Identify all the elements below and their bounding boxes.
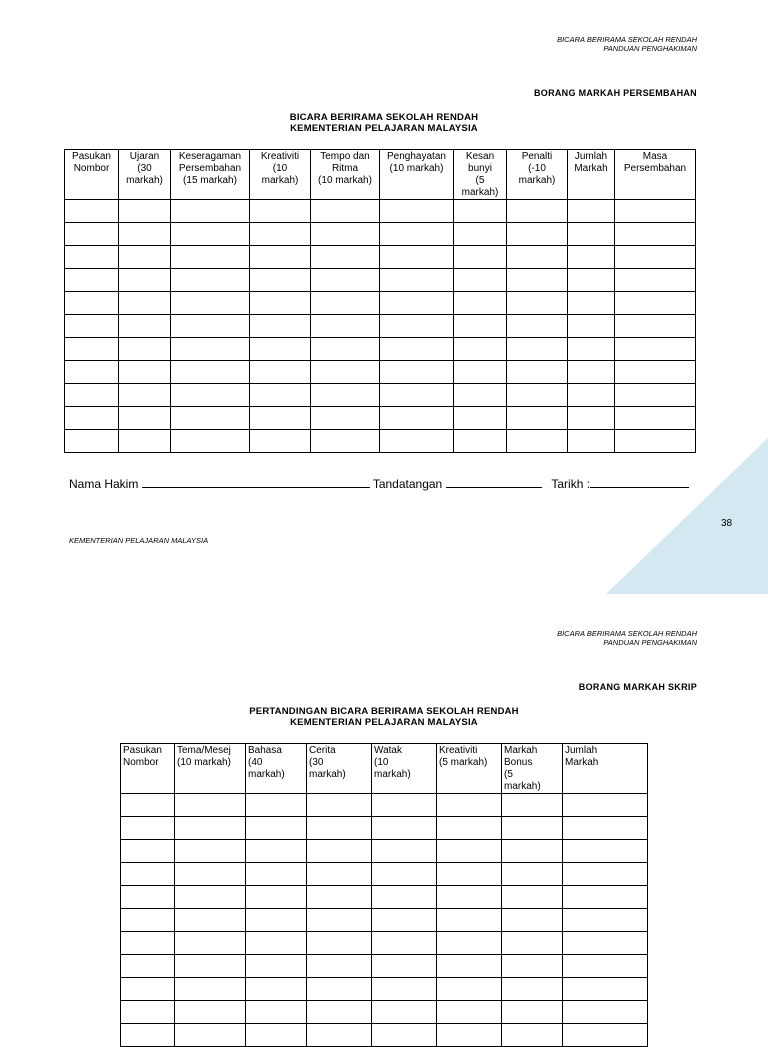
script-score-table <box>120 743 648 1047</box>
score-cell[interactable] <box>568 315 615 338</box>
score-cell[interactable] <box>454 430 507 453</box>
score-cell[interactable] <box>65 407 119 430</box>
column-header: Markah Bonus (5 markah) <box>502 744 563 794</box>
score-cell[interactable] <box>507 315 568 338</box>
title-line-1: PERTANDINGAN BICARA BERIRAMA SEKOLAH RENDAH <box>249 706 519 717</box>
table-header-row <box>65 150 696 200</box>
score-cell[interactable] <box>65 384 119 407</box>
score-cell[interactable] <box>311 200 380 223</box>
score-cell[interactable] <box>380 269 454 292</box>
score-cell[interactable] <box>119 361 171 384</box>
score-cell[interactable] <box>307 932 372 955</box>
score-cell[interactable] <box>246 863 307 886</box>
score-cell[interactable] <box>246 794 307 817</box>
score-cell[interactable] <box>121 863 175 886</box>
table-row <box>121 794 648 817</box>
score-cell[interactable] <box>615 384 696 407</box>
score-cell[interactable] <box>568 223 615 246</box>
judge-name-label: Nama Hakim <box>69 477 139 491</box>
score-cell[interactable] <box>454 407 507 430</box>
score-cell[interactable] <box>307 978 372 1001</box>
score-cell[interactable] <box>454 315 507 338</box>
score-cell[interactable] <box>175 978 246 1001</box>
score-cell[interactable] <box>65 430 119 453</box>
score-cell[interactable] <box>568 407 615 430</box>
score-cell[interactable] <box>454 384 507 407</box>
running-header-page2 <box>557 629 697 647</box>
score-cell[interactable] <box>175 955 246 978</box>
score-cell[interactable] <box>615 361 696 384</box>
score-cell[interactable] <box>171 315 250 338</box>
header-line-2: PANDUAN PENGHAKIMAN <box>603 638 697 647</box>
score-cell[interactable] <box>307 1001 372 1024</box>
score-cell[interactable] <box>502 794 563 817</box>
score-cell[interactable] <box>437 863 502 886</box>
score-cell[interactable] <box>437 817 502 840</box>
score-cell[interactable] <box>246 840 307 863</box>
score-cell[interactable] <box>507 269 568 292</box>
table-row <box>121 978 648 1001</box>
score-cell[interactable] <box>437 886 502 909</box>
score-cell[interactable] <box>372 863 437 886</box>
score-cell[interactable] <box>175 886 246 909</box>
score-cell[interactable] <box>563 955 648 978</box>
title-line-1: BICARA BERIRAMA SEKOLAH RENDAH <box>289 112 479 123</box>
score-cell[interactable] <box>563 1024 648 1047</box>
score-cell[interactable] <box>437 909 502 932</box>
table-row <box>65 269 696 292</box>
column-header: Kreativiti (10 markah) <box>250 150 311 200</box>
column-header: Pasukan Nombor <box>121 744 175 794</box>
score-cell[interactable] <box>507 292 568 315</box>
score-cell[interactable] <box>119 430 171 453</box>
score-cell[interactable] <box>307 794 372 817</box>
score-cell[interactable] <box>311 430 380 453</box>
score-cell[interactable] <box>246 817 307 840</box>
column-header: Jumlah Markah <box>563 744 648 794</box>
score-cell[interactable] <box>121 932 175 955</box>
score-cell[interactable] <box>615 223 696 246</box>
score-cell[interactable] <box>311 384 380 407</box>
score-cell[interactable] <box>175 840 246 863</box>
score-cell[interactable] <box>615 200 696 223</box>
score-cell[interactable] <box>246 932 307 955</box>
score-cell[interactable] <box>507 338 568 361</box>
score-cell[interactable] <box>380 292 454 315</box>
score-cell[interactable] <box>307 840 372 863</box>
score-cell[interactable] <box>119 246 171 269</box>
score-cell[interactable] <box>121 794 175 817</box>
score-cell[interactable] <box>507 384 568 407</box>
score-cell[interactable] <box>437 840 502 863</box>
score-cell[interactable] <box>121 840 175 863</box>
score-cell[interactable] <box>563 794 648 817</box>
score-cell[interactable] <box>119 200 171 223</box>
score-cell[interactable] <box>250 292 311 315</box>
score-cell[interactable] <box>121 955 175 978</box>
score-cell[interactable] <box>380 200 454 223</box>
table-row <box>121 886 648 909</box>
title-line-2: KEMENTERIAN PELAJARAN MALAYSIA <box>290 123 478 134</box>
score-cell[interactable] <box>307 863 372 886</box>
score-cell[interactable] <box>65 200 119 223</box>
score-cell[interactable] <box>250 430 311 453</box>
column-header: Watak (10 markah) <box>372 744 437 794</box>
score-cell[interactable] <box>65 223 119 246</box>
score-cell[interactable] <box>175 932 246 955</box>
score-cell[interactable] <box>246 886 307 909</box>
score-cell[interactable] <box>246 909 307 932</box>
table-header-row <box>121 744 648 794</box>
score-cell[interactable] <box>563 932 648 955</box>
score-cell[interactable] <box>171 223 250 246</box>
score-cell[interactable] <box>250 407 311 430</box>
score-cell[interactable] <box>563 886 648 909</box>
score-cell[interactable] <box>502 1001 563 1024</box>
header-line-2: PANDUAN PENGHAKIMAN <box>603 44 697 53</box>
score-cell[interactable] <box>119 384 171 407</box>
score-cell[interactable] <box>568 430 615 453</box>
score-cell[interactable] <box>437 932 502 955</box>
score-cell[interactable] <box>171 292 250 315</box>
score-cell[interactable] <box>380 361 454 384</box>
score-cell[interactable] <box>437 794 502 817</box>
performance-score-table <box>64 149 696 453</box>
score-cell[interactable] <box>175 1001 246 1024</box>
signature-field[interactable] <box>446 476 542 488</box>
score-cell[interactable] <box>311 292 380 315</box>
score-cell[interactable] <box>246 1024 307 1047</box>
column-header: Pasukan Nombor <box>65 150 119 200</box>
score-cell[interactable] <box>171 407 250 430</box>
score-cell[interactable] <box>454 361 507 384</box>
table-row <box>65 361 696 384</box>
score-cell[interactable] <box>563 909 648 932</box>
score-cell[interactable] <box>380 430 454 453</box>
score-cell[interactable] <box>615 292 696 315</box>
score-cell[interactable] <box>454 246 507 269</box>
score-cell[interactable] <box>171 430 250 453</box>
score-cell[interactable] <box>568 338 615 361</box>
score-cell[interactable] <box>372 886 437 909</box>
score-cell[interactable] <box>502 817 563 840</box>
score-cell[interactable] <box>563 840 648 863</box>
score-cell[interactable] <box>502 863 563 886</box>
score-cell[interactable] <box>568 384 615 407</box>
score-cell[interactable] <box>380 315 454 338</box>
score-cell[interactable] <box>372 817 437 840</box>
document-title <box>0 112 768 134</box>
column-header: Keseragaman Persembahan (15 markah) <box>171 150 250 200</box>
table-row <box>65 338 696 361</box>
header-line-1: BICARA BERIRAMA SEKOLAH RENDAH <box>557 35 697 44</box>
table-row <box>121 932 648 955</box>
score-cell[interactable] <box>175 794 246 817</box>
score-cell[interactable] <box>311 407 380 430</box>
score-cell[interactable] <box>372 794 437 817</box>
score-cell[interactable] <box>311 269 380 292</box>
page-footer: KEMENTERIAN PELAJARAN MALAYSIA <box>69 536 209 545</box>
table-row <box>121 1001 648 1024</box>
score-cell[interactable] <box>502 886 563 909</box>
score-cell[interactable] <box>119 223 171 246</box>
form-title-page2: BORANG MARKAH SKRIP <box>578 682 697 692</box>
score-cell[interactable] <box>171 269 250 292</box>
score-cell[interactable] <box>507 407 568 430</box>
judge-name-field[interactable] <box>142 476 370 488</box>
score-cell[interactable] <box>171 361 250 384</box>
score-cell[interactable] <box>615 315 696 338</box>
table-row <box>121 840 648 863</box>
score-cell[interactable] <box>437 1024 502 1047</box>
score-cell[interactable] <box>250 384 311 407</box>
score-cell[interactable] <box>372 1001 437 1024</box>
table-row <box>121 863 648 886</box>
score-cell[interactable] <box>65 246 119 269</box>
column-header: Penghayatan (10 markah) <box>380 150 454 200</box>
score-cell[interactable] <box>502 955 563 978</box>
score-cell[interactable] <box>121 909 175 932</box>
table-row <box>121 1024 648 1047</box>
score-cell[interactable] <box>250 315 311 338</box>
score-cell[interactable] <box>568 361 615 384</box>
page-number: 38 <box>721 518 733 529</box>
score-cell[interactable] <box>119 338 171 361</box>
score-cell[interactable] <box>372 932 437 955</box>
score-cell[interactable] <box>615 269 696 292</box>
score-cell[interactable] <box>311 338 380 361</box>
score-cell[interactable] <box>175 863 246 886</box>
score-cell[interactable] <box>250 361 311 384</box>
score-cell[interactable] <box>437 955 502 978</box>
score-cell[interactable] <box>615 407 696 430</box>
score-cell[interactable] <box>171 200 250 223</box>
score-cell[interactable] <box>65 292 119 315</box>
table-row <box>65 315 696 338</box>
score-cell[interactable] <box>119 315 171 338</box>
score-cell[interactable] <box>311 361 380 384</box>
score-cell[interactable] <box>171 384 250 407</box>
score-cell[interactable] <box>507 246 568 269</box>
score-cell[interactable] <box>250 223 311 246</box>
score-cell[interactable] <box>307 955 372 978</box>
score-cell[interactable] <box>121 978 175 1001</box>
form-title: BORANG MARKAH PERSEMBAHAN <box>533 88 697 98</box>
score-cell[interactable] <box>563 1001 648 1024</box>
table-row <box>65 430 696 453</box>
score-cell[interactable] <box>119 269 171 292</box>
score-cell[interactable] <box>372 909 437 932</box>
column-header: Kesan bunyi (5 markah) <box>454 150 507 200</box>
score-cell[interactable] <box>307 817 372 840</box>
score-cell[interactable] <box>454 338 507 361</box>
score-cell[interactable] <box>502 1024 563 1047</box>
score-cell[interactable] <box>65 269 119 292</box>
column-header: Bahasa (40 markah) <box>246 744 307 794</box>
score-cell[interactable] <box>372 978 437 1001</box>
score-cell[interactable] <box>563 978 648 1001</box>
score-cell[interactable] <box>175 909 246 932</box>
date-field[interactable] <box>590 476 689 488</box>
score-cell[interactable] <box>121 1024 175 1047</box>
score-cell[interactable] <box>502 909 563 932</box>
score-cell[interactable] <box>65 361 119 384</box>
column-header: Masa Persembahan <box>615 150 696 200</box>
score-cell[interactable] <box>250 246 311 269</box>
score-cell[interactable] <box>502 840 563 863</box>
score-cell[interactable] <box>615 430 696 453</box>
column-header: Tema/Mesej (10 markah) <box>175 744 246 794</box>
score-cell[interactable] <box>250 338 311 361</box>
column-header: Tempo dan Ritma (10 markah) <box>311 150 380 200</box>
score-cell[interactable] <box>502 932 563 955</box>
score-cell[interactable] <box>563 863 648 886</box>
column-header: Penalti (-10 markah) <box>507 150 568 200</box>
score-cell[interactable] <box>568 200 615 223</box>
score-cell[interactable] <box>372 955 437 978</box>
score-cell[interactable] <box>568 292 615 315</box>
score-cell[interactable] <box>380 384 454 407</box>
score-cell[interactable] <box>372 1024 437 1047</box>
score-cell[interactable] <box>380 223 454 246</box>
table-row <box>65 246 696 269</box>
score-cell[interactable] <box>437 978 502 1001</box>
score-cell[interactable] <box>171 246 250 269</box>
score-cell[interactable] <box>507 223 568 246</box>
score-cell[interactable] <box>502 978 563 1001</box>
table-row <box>65 384 696 407</box>
score-cell[interactable] <box>311 315 380 338</box>
score-cell[interactable] <box>454 200 507 223</box>
running-header <box>557 35 697 53</box>
score-cell[interactable] <box>65 338 119 361</box>
score-cell[interactable] <box>246 955 307 978</box>
signature-label: Tandatangan <box>372 477 443 491</box>
score-cell[interactable] <box>380 338 454 361</box>
table-row <box>121 817 648 840</box>
score-cell[interactable] <box>507 200 568 223</box>
table-row <box>121 955 648 978</box>
title-line-2: KEMENTERIAN PELAJARAN MALAYSIA <box>290 717 478 728</box>
column-header: Cerita (30 markah) <box>307 744 372 794</box>
score-cell[interactable] <box>250 269 311 292</box>
table-row <box>65 292 696 315</box>
score-cell[interactable] <box>307 909 372 932</box>
score-cell[interactable] <box>615 246 696 269</box>
score-cell[interactable] <box>175 1024 246 1047</box>
score-cell[interactable] <box>563 817 648 840</box>
score-cell[interactable] <box>121 817 175 840</box>
score-cell[interactable] <box>246 978 307 1001</box>
document-title-page2 <box>0 706 768 728</box>
score-cell[interactable] <box>119 407 171 430</box>
date-label: Tarikh : <box>551 477 591 491</box>
score-cell[interactable] <box>307 1024 372 1047</box>
score-cell[interactable] <box>615 338 696 361</box>
score-cell[interactable] <box>119 292 171 315</box>
column-header: Ujaran (30 markah) <box>119 150 171 200</box>
table-row <box>65 407 696 430</box>
score-cell[interactable] <box>507 361 568 384</box>
score-cell[interactable] <box>121 886 175 909</box>
table-row <box>65 200 696 223</box>
score-cell[interactable] <box>175 817 246 840</box>
score-cell[interactable] <box>454 269 507 292</box>
column-header: Jumlah Markah <box>568 150 615 200</box>
score-cell[interactable] <box>568 269 615 292</box>
score-cell[interactable] <box>454 223 507 246</box>
score-cell[interactable] <box>246 1001 307 1024</box>
score-cell[interactable] <box>65 315 119 338</box>
score-cell[interactable] <box>568 246 615 269</box>
judge-signature-line <box>69 476 689 491</box>
score-cell[interactable] <box>454 292 507 315</box>
score-cell[interactable] <box>380 407 454 430</box>
score-cell[interactable] <box>380 246 454 269</box>
score-cell[interactable] <box>311 223 380 246</box>
score-cell[interactable] <box>311 246 380 269</box>
score-cell[interactable] <box>437 1001 502 1024</box>
score-cell[interactable] <box>250 200 311 223</box>
column-header: Kreativiti (5 markah) <box>437 744 502 794</box>
score-cell[interactable] <box>171 338 250 361</box>
table-row <box>121 909 648 932</box>
score-cell[interactable] <box>307 886 372 909</box>
score-cell[interactable] <box>372 840 437 863</box>
score-cell[interactable] <box>121 1001 175 1024</box>
table-row <box>65 223 696 246</box>
header-line-1: BICARA BERIRAMA SEKOLAH RENDAH <box>557 629 697 638</box>
score-cell[interactable] <box>507 430 568 453</box>
